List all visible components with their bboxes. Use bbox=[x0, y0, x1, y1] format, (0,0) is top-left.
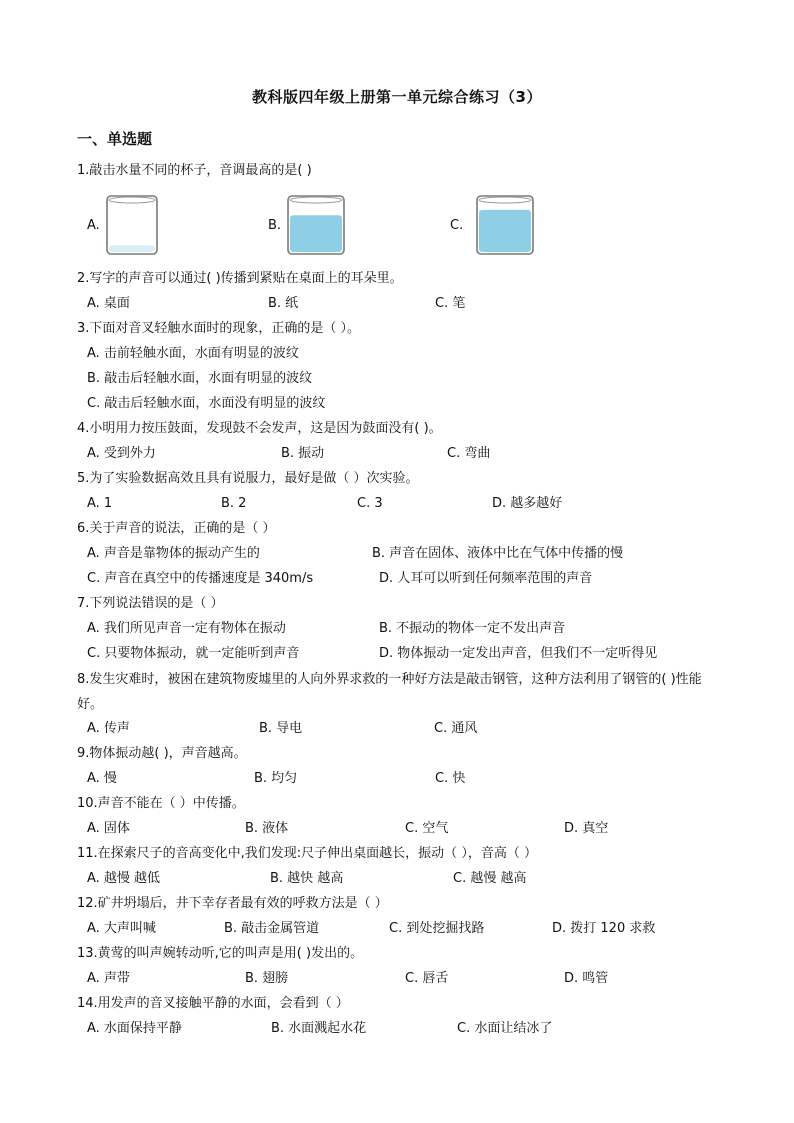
question-7: 7.下列说法错误的是（ ） bbox=[77, 596, 224, 611]
option-10b[interactable]: B. 液体 bbox=[245, 821, 289, 836]
option-6a[interactable]: A. 声音是靠物体的振动产生的 bbox=[87, 546, 260, 561]
option-8a[interactable]: A. 传声 bbox=[87, 721, 130, 736]
question-1: 1.敲击水量不同的杯子，音调最高的是( ) bbox=[77, 163, 312, 178]
question-12: 12.矿井坍塌后，井下幸存者最有效的呼救方法是（ ） bbox=[77, 896, 388, 911]
question-2: 2.写字的声音可以通过( )传播到紧贴在桌面上的耳朵里。 bbox=[77, 271, 403, 286]
option-13c[interactable]: C. 唇舌 bbox=[405, 971, 449, 986]
question-11: 11.在探索尺子的音高变化中,我们发现:尺子伸出桌面越长，振动（ ），音高（ ） bbox=[77, 846, 537, 861]
option-6d[interactable]: D. 人耳可以听到任何频率范围的声音 bbox=[379, 571, 593, 586]
question-10: 10.声音不能在（ ）中传播。 bbox=[77, 796, 245, 811]
option-2c[interactable]: C. 笔 bbox=[435, 296, 466, 311]
option-12b[interactable]: B. 敲击金属管道 bbox=[224, 921, 320, 936]
option-4a[interactable]: A. 受到外力 bbox=[87, 446, 156, 461]
option-8b[interactable]: B. 导电 bbox=[259, 721, 303, 736]
option-5b[interactable]: B. 2 bbox=[221, 496, 247, 511]
question-5: 5.为了实验数据高效且具有说服力，最好是做（ ）次实验。 bbox=[77, 471, 419, 486]
option-9c[interactable]: C. 快 bbox=[435, 771, 466, 786]
question-13: 13.黄莺的叫声婉转动听,它的叫声是用( )发出的。 bbox=[77, 946, 364, 961]
option-11c[interactable]: C. 越慢 越高 bbox=[453, 871, 527, 886]
option-3b[interactable]: B. 敲击后轻触水面，水面有明显的波纹 bbox=[87, 371, 313, 386]
option-14c[interactable]: C. 水面让结冰了 bbox=[457, 1021, 553, 1036]
section-heading: 一、单选题 bbox=[77, 130, 153, 148]
option-2b[interactable]: B. 纸 bbox=[268, 296, 299, 311]
option-13b[interactable]: B. 翅膀 bbox=[245, 971, 289, 986]
option-5d[interactable]: D. 越多越好 bbox=[492, 496, 563, 511]
option-2a[interactable]: A. 桌面 bbox=[87, 296, 130, 311]
option-14a[interactable]: A. 水面保持平静 bbox=[87, 1021, 182, 1036]
option-12c[interactable]: C. 到处挖掘找路 bbox=[389, 921, 485, 936]
option-4c[interactable]: C. 弯曲 bbox=[447, 446, 491, 461]
option-label: B. bbox=[268, 218, 282, 233]
option-13d[interactable]: D. 鸣管 bbox=[564, 971, 609, 986]
option-10c[interactable]: C. 空气 bbox=[405, 821, 449, 836]
option-7b[interactable]: B. 不振动的物体一定不发出声音 bbox=[379, 621, 566, 636]
option-9a[interactable]: A. 慢 bbox=[87, 771, 117, 786]
question-6: 6.关于声音的说法，正确的是（ ） bbox=[77, 521, 276, 536]
option-6c[interactable]: C. 声音在真空中的传播速度是 340m/s bbox=[87, 571, 314, 586]
option-label: C. bbox=[450, 218, 464, 233]
option-4b[interactable]: B. 振动 bbox=[281, 446, 325, 461]
question-8: 8.发生灾难时，被困在建筑物废墟里的人向外界求救的一种好方法是敲击钢管，这种方法利用了钢管的( )性能好。 bbox=[77, 672, 702, 712]
option-11a[interactable]: A. 越慢 越低 bbox=[87, 871, 161, 886]
option-12d[interactable]: D. 拨打 120 求救 bbox=[552, 921, 656, 936]
option-10d[interactable]: D. 真空 bbox=[564, 821, 609, 836]
option-label: A. bbox=[87, 218, 100, 233]
option-5a[interactable]: A. 1 bbox=[87, 496, 113, 511]
page-title: 教科版四年级上册第一单元综合练习（3） bbox=[252, 88, 542, 106]
option-7a[interactable]: A. 我们所见声音一定有物体在振动 bbox=[87, 621, 286, 636]
question-4: 4.小明用力按压鼓面，发现鼓不会发声，这是因为鼓面没有( )。 bbox=[77, 421, 442, 436]
option-14b[interactable]: B. 水面溅起水花 bbox=[271, 1021, 367, 1036]
option-3c[interactable]: C. 敲击后轻触水面，水面没有明显的波纹 bbox=[87, 396, 326, 411]
question-14: 14.用发声的音叉接触平静的水面，会看到（ ） bbox=[77, 996, 349, 1011]
option-5c[interactable]: C. 3 bbox=[357, 496, 383, 511]
cup-medium-water-icon bbox=[285, 193, 347, 257]
cup-high-water-icon bbox=[474, 193, 536, 257]
option-9b[interactable]: B. 均匀 bbox=[254, 771, 298, 786]
question-9: 9.物体振动越( )，声音越高。 bbox=[77, 746, 247, 761]
question-3: 3.下面对音叉轻触水面时的现象，正确的是（ ）。 bbox=[77, 321, 361, 336]
option-6b[interactable]: B. 声音在固体、液体中比在气体中传播的慢 bbox=[372, 546, 624, 561]
option-12a[interactable]: A. 大声叫喊 bbox=[87, 921, 156, 936]
option-10a[interactable]: A. 固体 bbox=[87, 821, 130, 836]
option-13a[interactable]: A. 声带 bbox=[87, 971, 130, 986]
option-7c[interactable]: C. 只要物体振动，就一定能听到声音 bbox=[87, 646, 300, 661]
option-8c[interactable]: C. 通风 bbox=[434, 721, 478, 736]
option-3a[interactable]: A. 击前轻触水面，水面有明显的波纹 bbox=[87, 346, 299, 361]
option-11b[interactable]: B. 越快 越高 bbox=[270, 871, 344, 886]
cup-low-water-icon bbox=[104, 193, 160, 257]
option-7d[interactable]: D. 物体振动一定发出声音，但我们不一定听得见 bbox=[379, 646, 658, 661]
